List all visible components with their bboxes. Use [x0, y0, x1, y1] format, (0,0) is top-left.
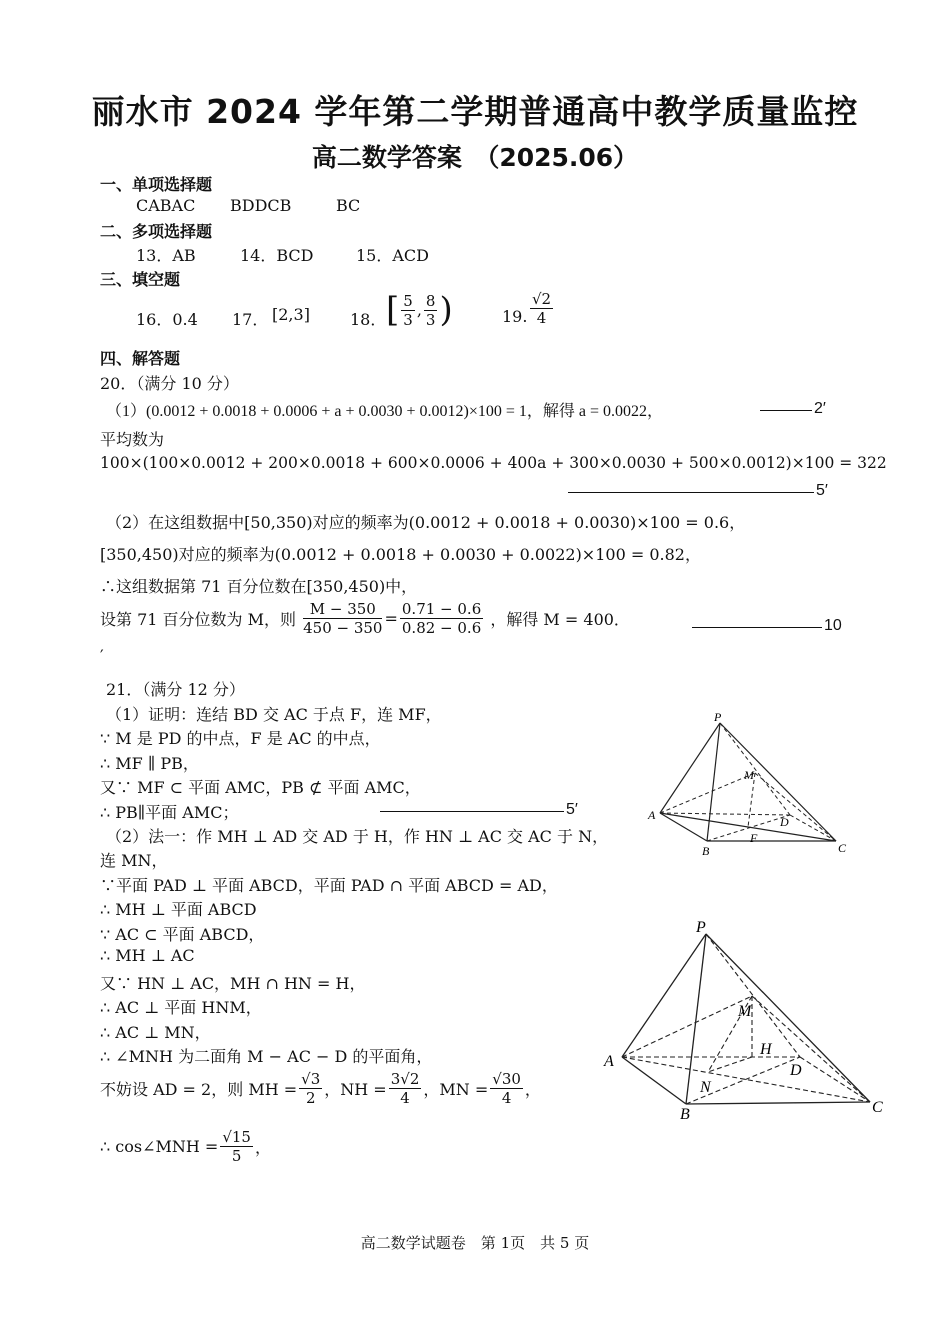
label-N: N [700, 1079, 711, 1096]
score-mark-tail: ′ [100, 646, 104, 665]
section-single-choice: 一、单项选择题 [100, 175, 213, 194]
answer-18-label: 18． [350, 310, 387, 329]
q21-line-10: ∵ AC ⊂ 平面 ABCD， [100, 925, 265, 944]
pyramid-figure-2 [600, 912, 900, 1127]
score-mark: 2′ [814, 400, 826, 417]
q20-line-7: 设第 71 百分位数为 M，则 $\frac{M - 350}{450 - 350}$ = $\frac{0.71 - 0.6}{0.82 - 0.6}$ ，解得 M = 400． [100, 600, 630, 637]
q21-heading: 21．（满分 12 分） [106, 680, 245, 699]
label-D: D [790, 1062, 802, 1079]
q21-line-11: ∴ MH ⊥ AC [100, 946, 195, 965]
label-C: C [872, 1099, 883, 1116]
q21-line-7: 连 MN， [100, 851, 168, 870]
label-B: B [680, 1106, 690, 1123]
score-mark: 10 [824, 617, 842, 634]
q21-line-17: ∴ cos∠MNH = $\frac{√15}{5}$ ， [100, 1128, 271, 1165]
q21-line-1: （1）证明：连结 BD 交 AC 于点 F，连 MF， [106, 705, 442, 724]
answer-17-label: 17． [232, 310, 269, 329]
label-A: A [604, 1053, 614, 1070]
q20-line-4: （2）在这组数据中[50,350)对应的频率为(0.0012 + 0.0018 + 0.0030)×100 = 0.6， [106, 513, 746, 532]
q21-line-5: ∴ PB∥平面 AMC； [100, 803, 239, 822]
answer-13: 13．AB [136, 246, 196, 265]
q20-line-1: （1）(0.0012 + 0.0018 + 0.0006 + a + 0.0030 + 0.0012)×100 = 1，解得 a = 0.0022， [106, 403, 664, 420]
page-title: 丽水市 2024 学年第二学期普通高中教学质量监控 [91, 92, 859, 131]
pyramid-figure-1 [640, 705, 860, 865]
label-F: F [750, 831, 758, 845]
score-rule [568, 492, 814, 493]
score-rule [760, 410, 812, 411]
score-rule [380, 811, 564, 812]
page-subtitle: 高二数学答案 （2025.06） [311, 143, 639, 172]
q20-line-6: ∴这组数据第 71 百分位数在[350,450)中， [100, 577, 418, 596]
score-rule [692, 627, 822, 628]
answer-14: 14．BCD [240, 246, 314, 265]
q21-line-14: ∴ AC ⊥ MN， [100, 1023, 211, 1042]
score-mark: 5′ [566, 801, 578, 818]
answer-1-5: CABAC [136, 196, 196, 215]
q21-line-9: ∴ MH ⊥ 平面 ABCD [100, 900, 257, 919]
q21-line-16: 不妨设 AD = 2，则 MH = $\frac{√3}{2}$ ，NH = $\frac{3√2}{4}$ ，MN = $\frac{√30}{4}$ ， [100, 1070, 541, 1107]
q20-line-3: 100×(100×0.0012 + 200×0.0018 + 600×0.0006 + 400a + 300×0.0030 + 500×0.0012)×100 = 322 [100, 454, 887, 472]
section-solutions: 四、解答题 [100, 349, 181, 368]
label-M: M [738, 1003, 752, 1020]
answer-18-value: [ $\frac{5}{3}$ , $\frac{8}{3}$ ) [386, 290, 453, 330]
q21-line-3: ∴ MF ∥ PB， [100, 754, 199, 773]
answer-19-label: 19. [502, 307, 528, 326]
score-mark: 5′ [816, 482, 828, 499]
label-M: M [744, 768, 754, 782]
q21-line-12: 又∵ HN ⊥ AC，MH ∩ HN = H， [100, 974, 366, 993]
q21-line-8: ∵平面 PAD ⊥ 平面 ABCD，平面 PAD ∩ 平面 ABCD = AD， [100, 876, 558, 895]
q20-line-2: 平均数为 [100, 430, 165, 449]
answer-17-value: [2,3] [272, 305, 310, 324]
q21-line-15: ∴ ∠MNH 为二面角 M − AC − D 的平面角， [100, 1047, 433, 1066]
q20-heading: 20．（满分 10 分） [100, 374, 239, 393]
label-P: P [714, 710, 722, 724]
answer-6-10: BDDCB [230, 196, 292, 215]
label-C: C [838, 841, 847, 855]
label-A: A [648, 808, 656, 822]
answer-15: 15．ACD [356, 246, 429, 265]
label-H: H [760, 1041, 772, 1058]
label-D: D [780, 815, 789, 829]
section-fill-blank: 三、填空题 [100, 270, 181, 289]
q20-line-5: [350,450)对应的频率为(0.0012 + 0.0018 + 0.0030 + 0.0022)×100 = 0.82， [100, 545, 701, 564]
q21-line-13: ∴ AC ⊥ 平面 HNM， [100, 998, 262, 1017]
answer-19-value: $\frac{√2}{4}$ [532, 290, 552, 327]
q21-line-2: ∵ M 是 PD 的中点，F 是 AC 的中点， [100, 729, 381, 748]
label-B: B [702, 844, 710, 858]
label-P: P [696, 919, 706, 936]
page-footer: 高二数学试题卷 第 1页 共 5 页 [360, 1234, 590, 1252]
section-multi-choice: 二、多项选择题 [100, 222, 213, 241]
q21-line-4: 又∵ MF ⊂ 平面 AMC，PB ⊄ 平面 AMC， [100, 778, 421, 797]
answer-11-12: BC [336, 196, 361, 215]
q21-line-6: （2）法一：作 MH ⊥ AD 交 AD 于 H，作 HN ⊥ AC 交 AC 于 N， [106, 827, 609, 846]
answer-16: 16．0.4 [136, 310, 198, 329]
